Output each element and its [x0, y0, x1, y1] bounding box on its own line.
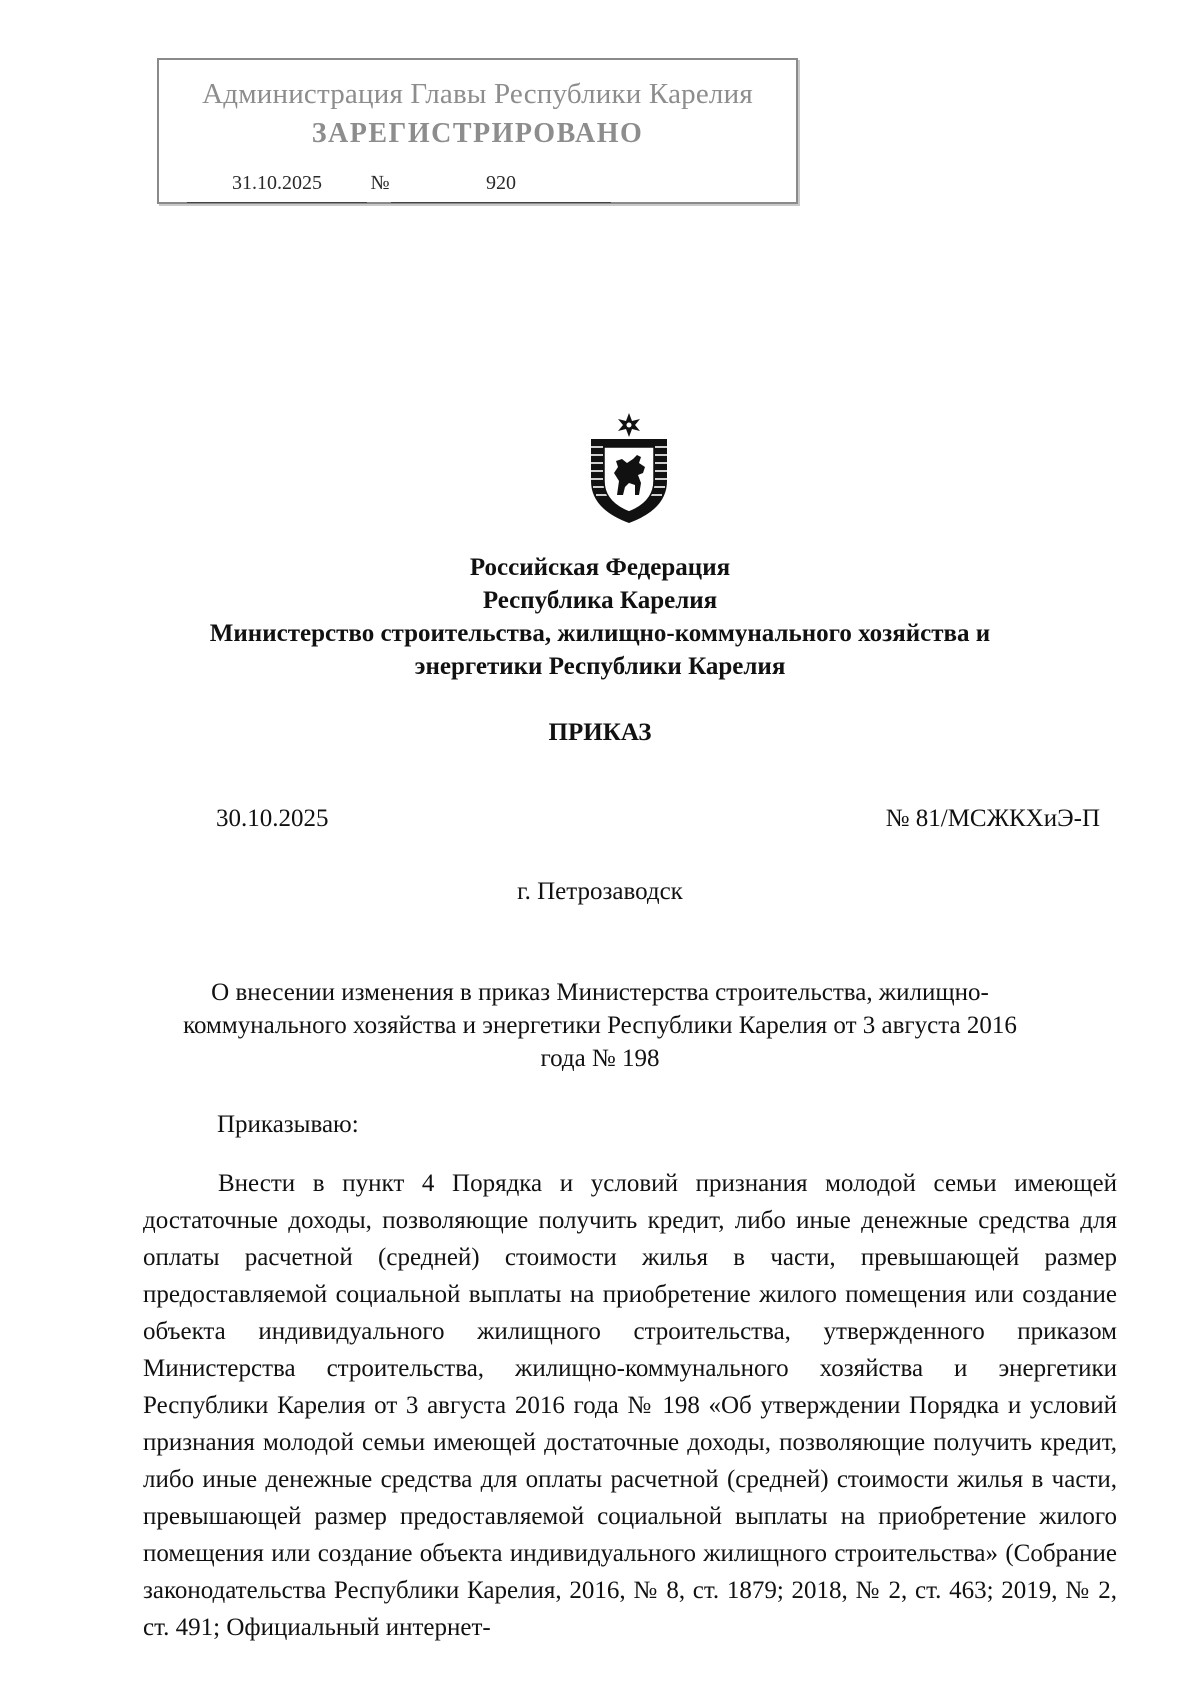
subject-line1: О внесении изменения в приказ Министерства строительства, жилищно- [211, 979, 989, 1006]
subject-line3: года № 198 [540, 1045, 660, 1072]
header-ministry-line1: Министерство строительства, жилищно-коммунального хозяйства и [209, 620, 991, 647]
order-number: № 81/МСЖКХиЭ-П [885, 805, 1100, 832]
order-date: 30.10.2025 [216, 805, 329, 832]
stamp-number-sign: № [370, 172, 390, 194]
stamp-date: 31.10.2025 [187, 172, 367, 203]
directive: Приказываю: [217, 1111, 359, 1138]
stamp-status: ЗАРЕГИСТРИРОВАНО [311, 118, 644, 149]
subject-line2: коммунального хозяйства и энергетики Республики Карелия от 3 августа 2016 [183, 1012, 1017, 1039]
city: г. Петрозаводск [517, 878, 683, 905]
document-type: ПРИКАЗ [548, 719, 652, 746]
registration-stamp [157, 58, 798, 204]
body-paragraph: Внести в пункт 4 Порядка и условий признания молодой семьи имеющей достаточные доходы, позволяющие получить кредит, либо иные денежные средства для оплаты расчетной (средней) стоимости жилья в части, превышающей размер предоставляемой социальной выплаты на приобретение жилого помещения или создание объекта индивидуального жилищного строительства, утвержденного приказом Министерства строительства, жилищно-коммунального хозяйства и энергетики Республики Карелия от 3 августа 2016 года № 198 «Об утверждении Порядка и условий признания молодой семьи имеющей достаточные доходы, позволяющие получить кредит, либо иные денежные средства для оплаты расчетной (средней) стоимости жилья в части, превышающей размер предоставляемой социальной выплаты на приобретение жилого помещения или создание объекта индивидуального жилищного строительства» (Собрание законодательства Республики Карелия, 2016, № 8, ст. 1879; 2018, № 2, ст. 463; 2019, № 2, ст. 491; Официальный интернет- [143, 1170, 1117, 1641]
stamp-organization: Администрация Главы Республики Карелия [202, 78, 753, 110]
header-republic: Республика Карелия [482, 587, 718, 614]
stamp-number: 920 [391, 172, 611, 203]
karelia-coat-of-arms-icon [583, 411, 675, 525]
header-country: Российская Федерация [469, 554, 731, 581]
header-ministry-line2: энергетики Республики Карелия [414, 653, 786, 680]
